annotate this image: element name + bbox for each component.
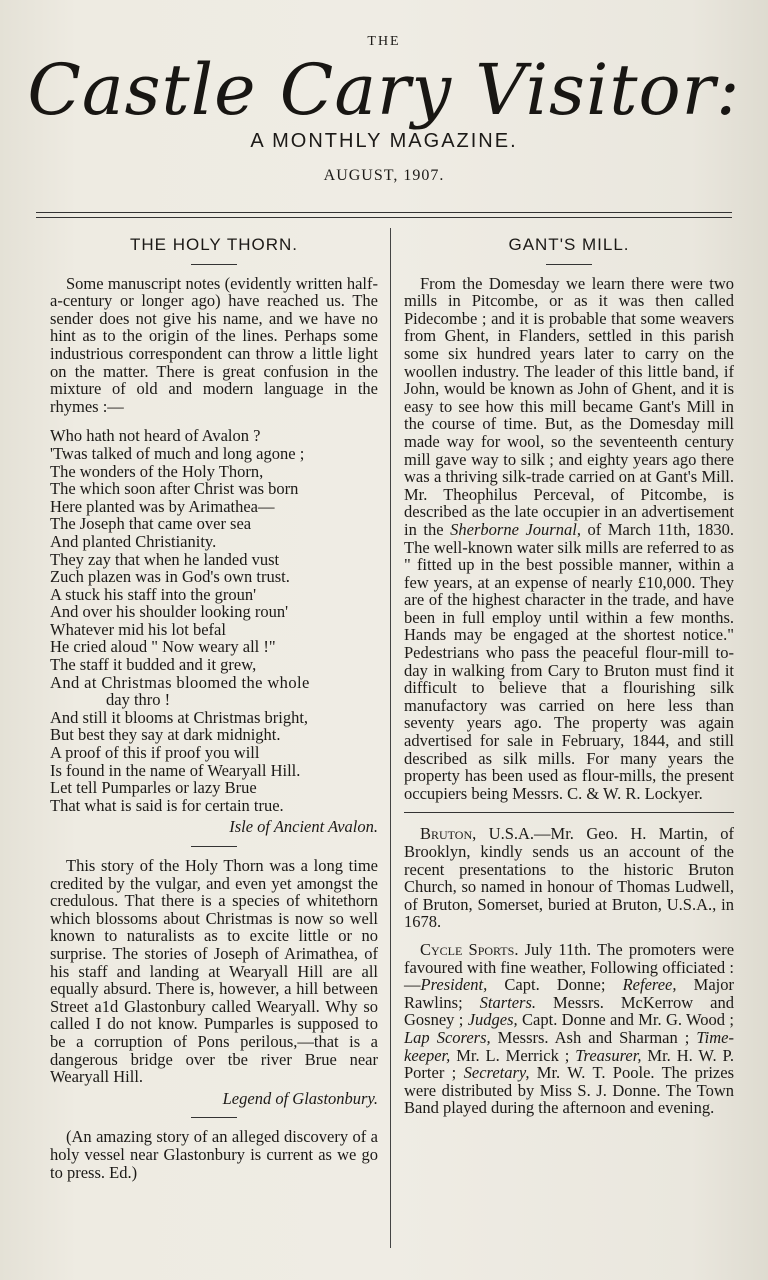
column-divider [390,228,391,1248]
poem-line: The Joseph that came over sea [50,514,252,534]
cycle-sports-item [404,941,734,1117]
referee-name: Major Rawlins; [404,975,734,1012]
lap-scorers-names: Messrs. Ash and Sharman ; [490,1027,697,1047]
bruton-usa-item [404,825,734,931]
poem-line: The which soon after Christ was born [50,479,299,499]
timekeeper-label: Time-keeper, [404,1027,734,1065]
issue-date: AUGUST, 1907. [323,167,445,184]
gants-mill-text-2: , of March 11th, 1830. The well-known water silk mills are referred to as " fitted up in the best possible manner, within a few years, at an expense of nearly £10,000. They are of the highest character in the trade, and have been in full employ until within a few months. Hands may be engaged at the shortest notice." Pedestrians who pass the peaceful flour-mill to-day in walking from Cary to Bruton must find it difficult to believe that a flourishing silk manufactory was carried on here less than seventy years ago. The property was again advertised for sale in February, 1844, and still described as silk mills. For many years the property has been used as flour-mills, the present occupiers being Messrs. C. & W. R. Lockyer. [404,519,735,803]
story-source: Legend of Glastonbury. [222,1088,378,1108]
referee-label: Referee, [622,975,677,995]
president-name: Capt. Donne; [487,975,623,995]
cycle-lead: Cycle Sports. [420,939,519,959]
poem-line: Whatever mid his lot befal [50,619,226,639]
poem-line: That what is said is for certain true. [50,795,284,815]
heading-rule [546,264,592,265]
treasurer-label: Treasurer, [575,1045,642,1065]
poem-line: They zay that when he landed vust [50,549,280,569]
starters-label: Starters. [479,992,537,1012]
poem-line: And still it blooms at Christmas bright, [50,707,309,727]
poem-line: The staff it budded and it grew, [50,655,257,675]
starters-names: Messrs. McKerrow and Gosney ; [404,992,735,1030]
magazine-title: Castle Cary Visitor: [27,49,741,131]
judges-label: Judges, [467,1010,518,1030]
poem-line: And at Christmas bloomed the whole [50,672,310,692]
poem-source: Isle of Ancient Avalon. [229,817,378,837]
holy-thorn-heading: THE HOLY THORN. [129,235,299,254]
section-rule [404,812,734,813]
poem-line: A stuck his staff into the groun' [50,584,257,604]
treasurer-name: Mr. H. W. P. Porter ; [404,1045,734,1083]
timekeeper-name: Mr. L. Merrick ; [450,1045,576,1065]
poem-line: But best they say at dark midnight. [50,725,281,745]
gants-mill-text-1: From the Domesday we learn there were two mills in Pitcombe, or as it was then called Pidecombe ; and it is probable that some weavers from Ghent, in Flanders, settled in this parish some six hundred years later to carry on the woollen industry. The leader of this little band, if John, would be known as John of Ghent, and it is easy to see how this mill became Gant's Mill in the course of time. But, as the Domesday mill made way for wool, so the seventeenth century mill gave way to silk ; and eighty years ago there was a thriving silk-trade carried on at Gant's Mill. Mr. Theophilus Perceval, of Pitcombe, is described as the late occupier in an advertisement in the [404,273,734,539]
poem-line: Who hath not heard of Avalon ? [50,426,261,446]
cycle-text-2: The prizes were distributed by Miss S. J. Donne. The Town Band played during the afternoon and evening. [404,1063,734,1118]
editor-note: (An amazing story of an alleged discovery of a holy vessel near Glastonbury is current as we go to press. Ed.) [50,1127,378,1182]
secretary-label: Secretary, [463,1063,530,1083]
holy-thorn-intro: Some manuscript notes (evidently written half-a-century or longer ago) have reached us. The sender does not give his name, and we have no hint as to the origin of the lines. Perhaps some industrious correspondent can throw a little light on the matter. There is great confusion in the mixture of old and modern language in the rhymes :— [50,273,378,416]
holy-thorn-story: This story of the Holy Thorn was a long time credited by the vulgar, and even yet amongst the credulous. That there is a species of whitethorn which blossoms about Christmas is now so well known to naturalists as to excite little or no surprise. The stories of Joseph of Arimathea, of his staff and landing at Wearyall Hill are all equally absurd. There is, however, a hill between Street a1d Glastonbury called Wearyall. Why so called I do not know. Pumparles is supposed to be a corruption of Pons perilous,—that is a dangerous bridge over tbe river Brue near Wearyall Hill. [50,856,378,1087]
heading-rule [191,264,237,265]
section-rule [191,1117,237,1118]
masthead [0,0,768,185]
bruton-lead: Bruton, U.S.A. [420,824,535,844]
poem-line: And over his shoulder looking roun' [50,602,289,622]
masthead-the: THE [367,34,401,49]
gants-mill-article [404,232,734,1117]
poem-line: Let tell Pumparles or lazy Brue [50,778,257,798]
poem-line: Here planted was by Arimathea— [50,496,275,516]
masthead-double-rule [36,212,732,218]
poem-line: The wonders of the Holy Thorn, [50,461,264,481]
gants-mill-body [404,275,734,803]
poem-line: 'Twas talked of much and long agone ; [50,443,305,463]
gants-mill-heading: GANT'S MILL. [508,235,630,254]
holy-thorn-poem [50,427,378,814]
president-label: President, [420,975,488,995]
secretary-name: Mr. W. T. Poole. [529,1063,655,1083]
magazine-subtitle: A MONTHLY MAGAZINE. [250,130,518,152]
poem-line: day thro ! [106,690,171,710]
section-rule [191,846,237,847]
journal-title: Sherborne Journal [450,519,577,539]
poem-line: And planted Christianity. [50,531,217,551]
cycle-text-1: July 11th. The promoters were favoured with fine weather, Following officiated :— [404,939,735,995]
judges-names: Capt. Donne and Mr. G. Wood ; [517,1010,734,1030]
poem-line: Zuch plazen was in God's own trust. [50,567,290,587]
bruton-text: —Mr. Geo. H. Martin, of Brooklyn, kindly sends us an account of the recent presentations to the historic Bruton Church, so named in honour of Thomas Ludwell, of Bruton, Somerset, buried at Bruton, U.S.A., in 1678. [404,824,734,932]
poem-line: He cried aloud " Now weary all !" [50,637,276,657]
poem-line: Is found in the name of Wearyall Hill. [50,760,301,780]
lap-scorers-label: Lap Scorers, [404,1027,491,1047]
holy-thorn-article [50,232,378,1181]
poem-line: A proof of this if proof you will [50,743,260,763]
